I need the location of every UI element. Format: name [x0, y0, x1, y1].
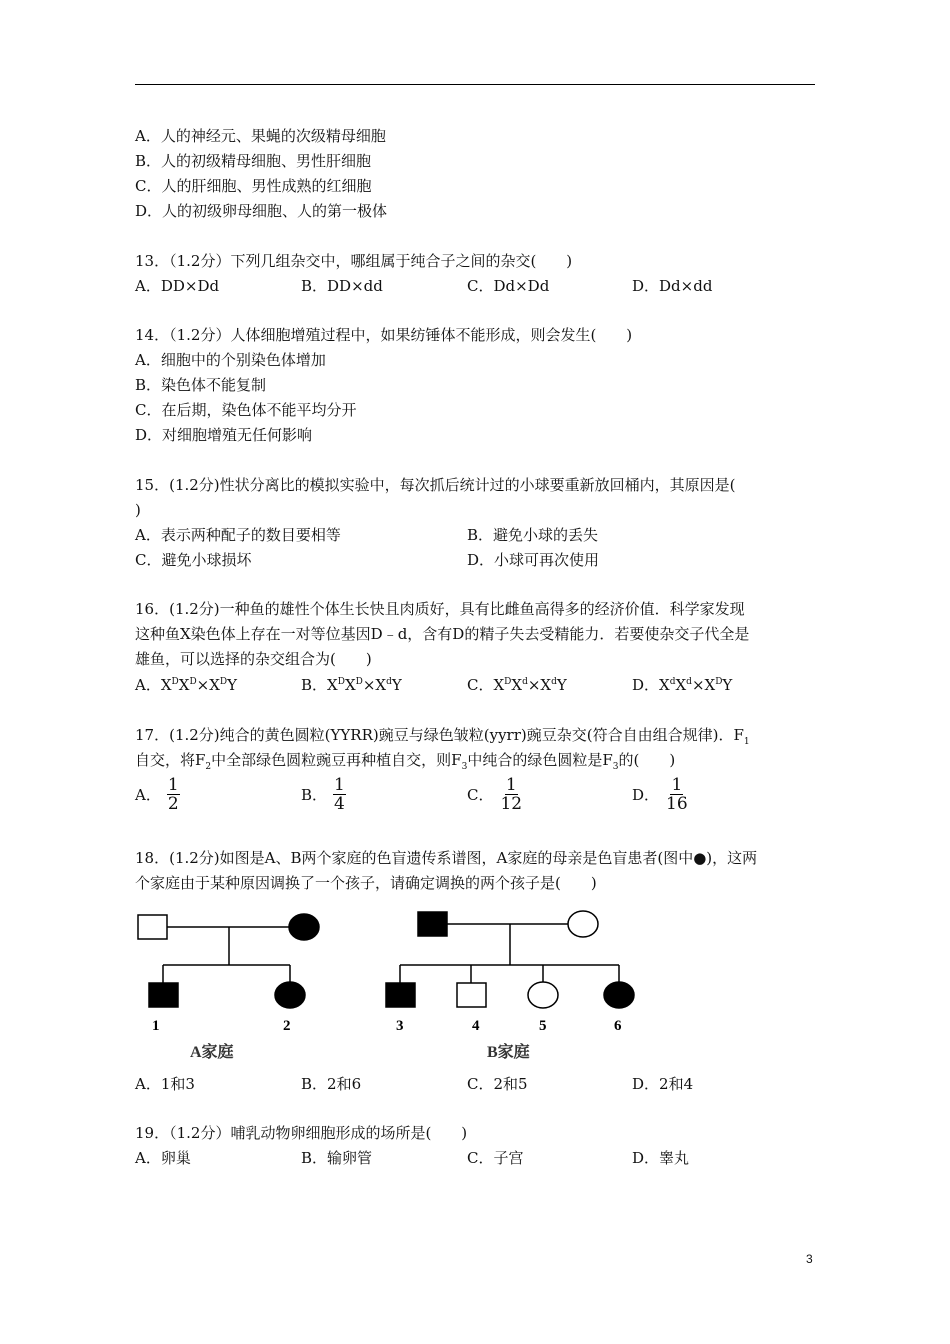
fraction-numerator: 1 — [167, 775, 179, 795]
q14-option-c: C．在后期，染色体不能平均分开 — [135, 401, 357, 419]
child-number-5: 5 — [539, 1018, 547, 1034]
fraction-numerator: 1 — [671, 775, 683, 795]
q13-stem: 13．（1.2分）下列几组杂交中，哪组属于纯合子之间的杂交( ) — [135, 252, 573, 270]
family-b-father-square-affected — [418, 912, 447, 936]
q17-stem-line2: 自交，将$F_2$中全部绿色圆粒豌豆再种植自交，则$F_3$中纯合的绿色圆粒是$F_3$的( ) — [135, 751, 676, 772]
q15-option-a: A．表示两种配子的数目要相等 — [135, 526, 341, 544]
q17-option-d: D． $\frac{1}{16}$ — [632, 775, 688, 814]
family-b-pedigree — [386, 911, 634, 1008]
family-b-mother-circle — [568, 911, 598, 937]
q13-option-c: C．Dd×Dd — [467, 277, 550, 295]
q17-option-a: A． $\frac{1}{2}$ — [135, 775, 179, 814]
q14-option-b: B．染色体不能复制 — [135, 376, 267, 394]
child-number-4: 4 — [472, 1018, 480, 1034]
q16-stem-line3: 雄鱼，可以选择的杂交组合为( ) — [135, 650, 372, 668]
family-a-father-square — [138, 915, 167, 939]
q18-stem-line2: 个家庭由于某种原因调换了一个孩子，请确定调换的两个孩子是( ) — [135, 874, 597, 892]
q19-option-c: C．子宫 — [467, 1149, 524, 1167]
family-a-mother-circle-affected — [289, 914, 319, 940]
q19-option-d: D．睾丸 — [632, 1149, 690, 1167]
q14-option-a: A．细胞中的个别染色体增加 — [135, 351, 326, 369]
q13-option-a: A．DD×Dd — [135, 277, 220, 295]
q16-stem-line1: 16．(1.2分)一种鱼的雄性个体生长快且肉质好，具有比雌鱼高得多的经济价值．科学家发现 — [135, 600, 745, 618]
q15-stem-line1: 15．(1.2分)性状分离比的模拟实验中，每次抓后统计过的小球要重新放回桶内，其原因是( — [135, 476, 736, 494]
child-number-3: 3 — [396, 1018, 404, 1034]
q19-option-b: B．输卵管 — [301, 1149, 373, 1167]
fraction-denominator: 2 — [167, 794, 179, 814]
q18-option-c: C．2和5 — [467, 1075, 528, 1093]
q15-option-d: D．小球可再次使用 — [467, 551, 600, 569]
child-5-circle — [528, 982, 558, 1008]
q15-option-b: B．避免小球的丢失 — [467, 526, 599, 544]
q18-stem-line1: 18．(1.2分)如图是A、B两个家庭的色盲遗传系谱图，A家庭的母亲是色盲患者(图中●)，这两 — [135, 849, 758, 867]
q16-option-a: A．$X^DX^D\times X^DY$ — [135, 676, 238, 694]
child-2-circle-affected — [275, 982, 305, 1008]
fraction-numerator: 1 — [505, 775, 517, 795]
q12-option-b: B．人的初级精母细胞、男性肝细胞 — [135, 152, 372, 170]
q13-option-d: D．Dd×dd — [632, 277, 713, 295]
q15-stem-line2: ) — [135, 501, 141, 519]
child-1-square-affected — [149, 983, 178, 1007]
q17-option-b: B． $\frac{1}{4}$ — [301, 775, 345, 814]
q12-option-d: D．人的初级卵母细胞、人的第一极体 — [135, 202, 388, 220]
q17-option-c: C． $\frac{1}{12}$ — [467, 775, 523, 814]
family-a-pedigree — [138, 914, 319, 1008]
family-b-label: B家庭 — [487, 1044, 530, 1061]
q16-stem-line2: 这种鱼X染色体上存在一对等位基因D﹣d，含有D的精子失去受精能力．若要使杂交子代全是 — [135, 625, 750, 643]
q16-option-b: B．$X^DX^D\times X^dY$ — [301, 676, 402, 694]
fraction-denominator: 16 — [666, 794, 688, 814]
child-number-6: 6 — [614, 1018, 622, 1034]
fraction-numerator: 1 — [334, 775, 345, 795]
q18-option-b: B．2和6 — [301, 1075, 362, 1093]
q16-option-d: D．$X^dX^d\times X^DY$ — [632, 676, 733, 694]
q16-option-c: C．$X^DX^d\times X^dY$ — [467, 676, 567, 694]
q12-option-a: A．人的神经元、果蝇的次级精母细胞 — [135, 127, 386, 145]
child-3-square-affected — [386, 983, 415, 1007]
q13-option-b: B．DD×dd — [301, 277, 383, 295]
child-number-2: 2 — [283, 1018, 291, 1034]
fraction-denominator: 4 — [334, 794, 345, 814]
q18-option-d: D．2和4 — [632, 1075, 694, 1093]
child-number-1: 1 — [152, 1018, 160, 1034]
q12-option-c: C．人的肝细胞、男性成熟的红细胞 — [135, 177, 372, 195]
q17-stem-line1: 17．(1.2分)纯合的黄色圆粒(YYRR)豌豆与绿色皱粒(yyrr)豌豆杂交(符合自由组合规律)．$F_1$ — [135, 726, 750, 747]
q14-option-d: D．对细胞增殖无任何影响 — [135, 426, 313, 444]
q19-option-a: A．卵巢 — [135, 1149, 191, 1167]
child-6-circle-affected — [604, 982, 634, 1008]
page-number: 3 — [806, 1252, 813, 1266]
child-4-square — [457, 983, 486, 1007]
fraction-denominator: 12 — [500, 794, 523, 814]
family-a-label: A家庭 — [190, 1044, 234, 1061]
q14-stem: 14．（1.2分）人体细胞增殖过程中，如果纺锤体不能形成，则会发生( ) — [135, 326, 633, 344]
q15-option-c: C．避免小球损坏 — [135, 551, 252, 569]
q19-stem: 19．（1.2分）哺乳动物卵细胞形成的场所是( ) — [135, 1124, 468, 1142]
q18-option-a: A．1和3 — [135, 1075, 195, 1093]
